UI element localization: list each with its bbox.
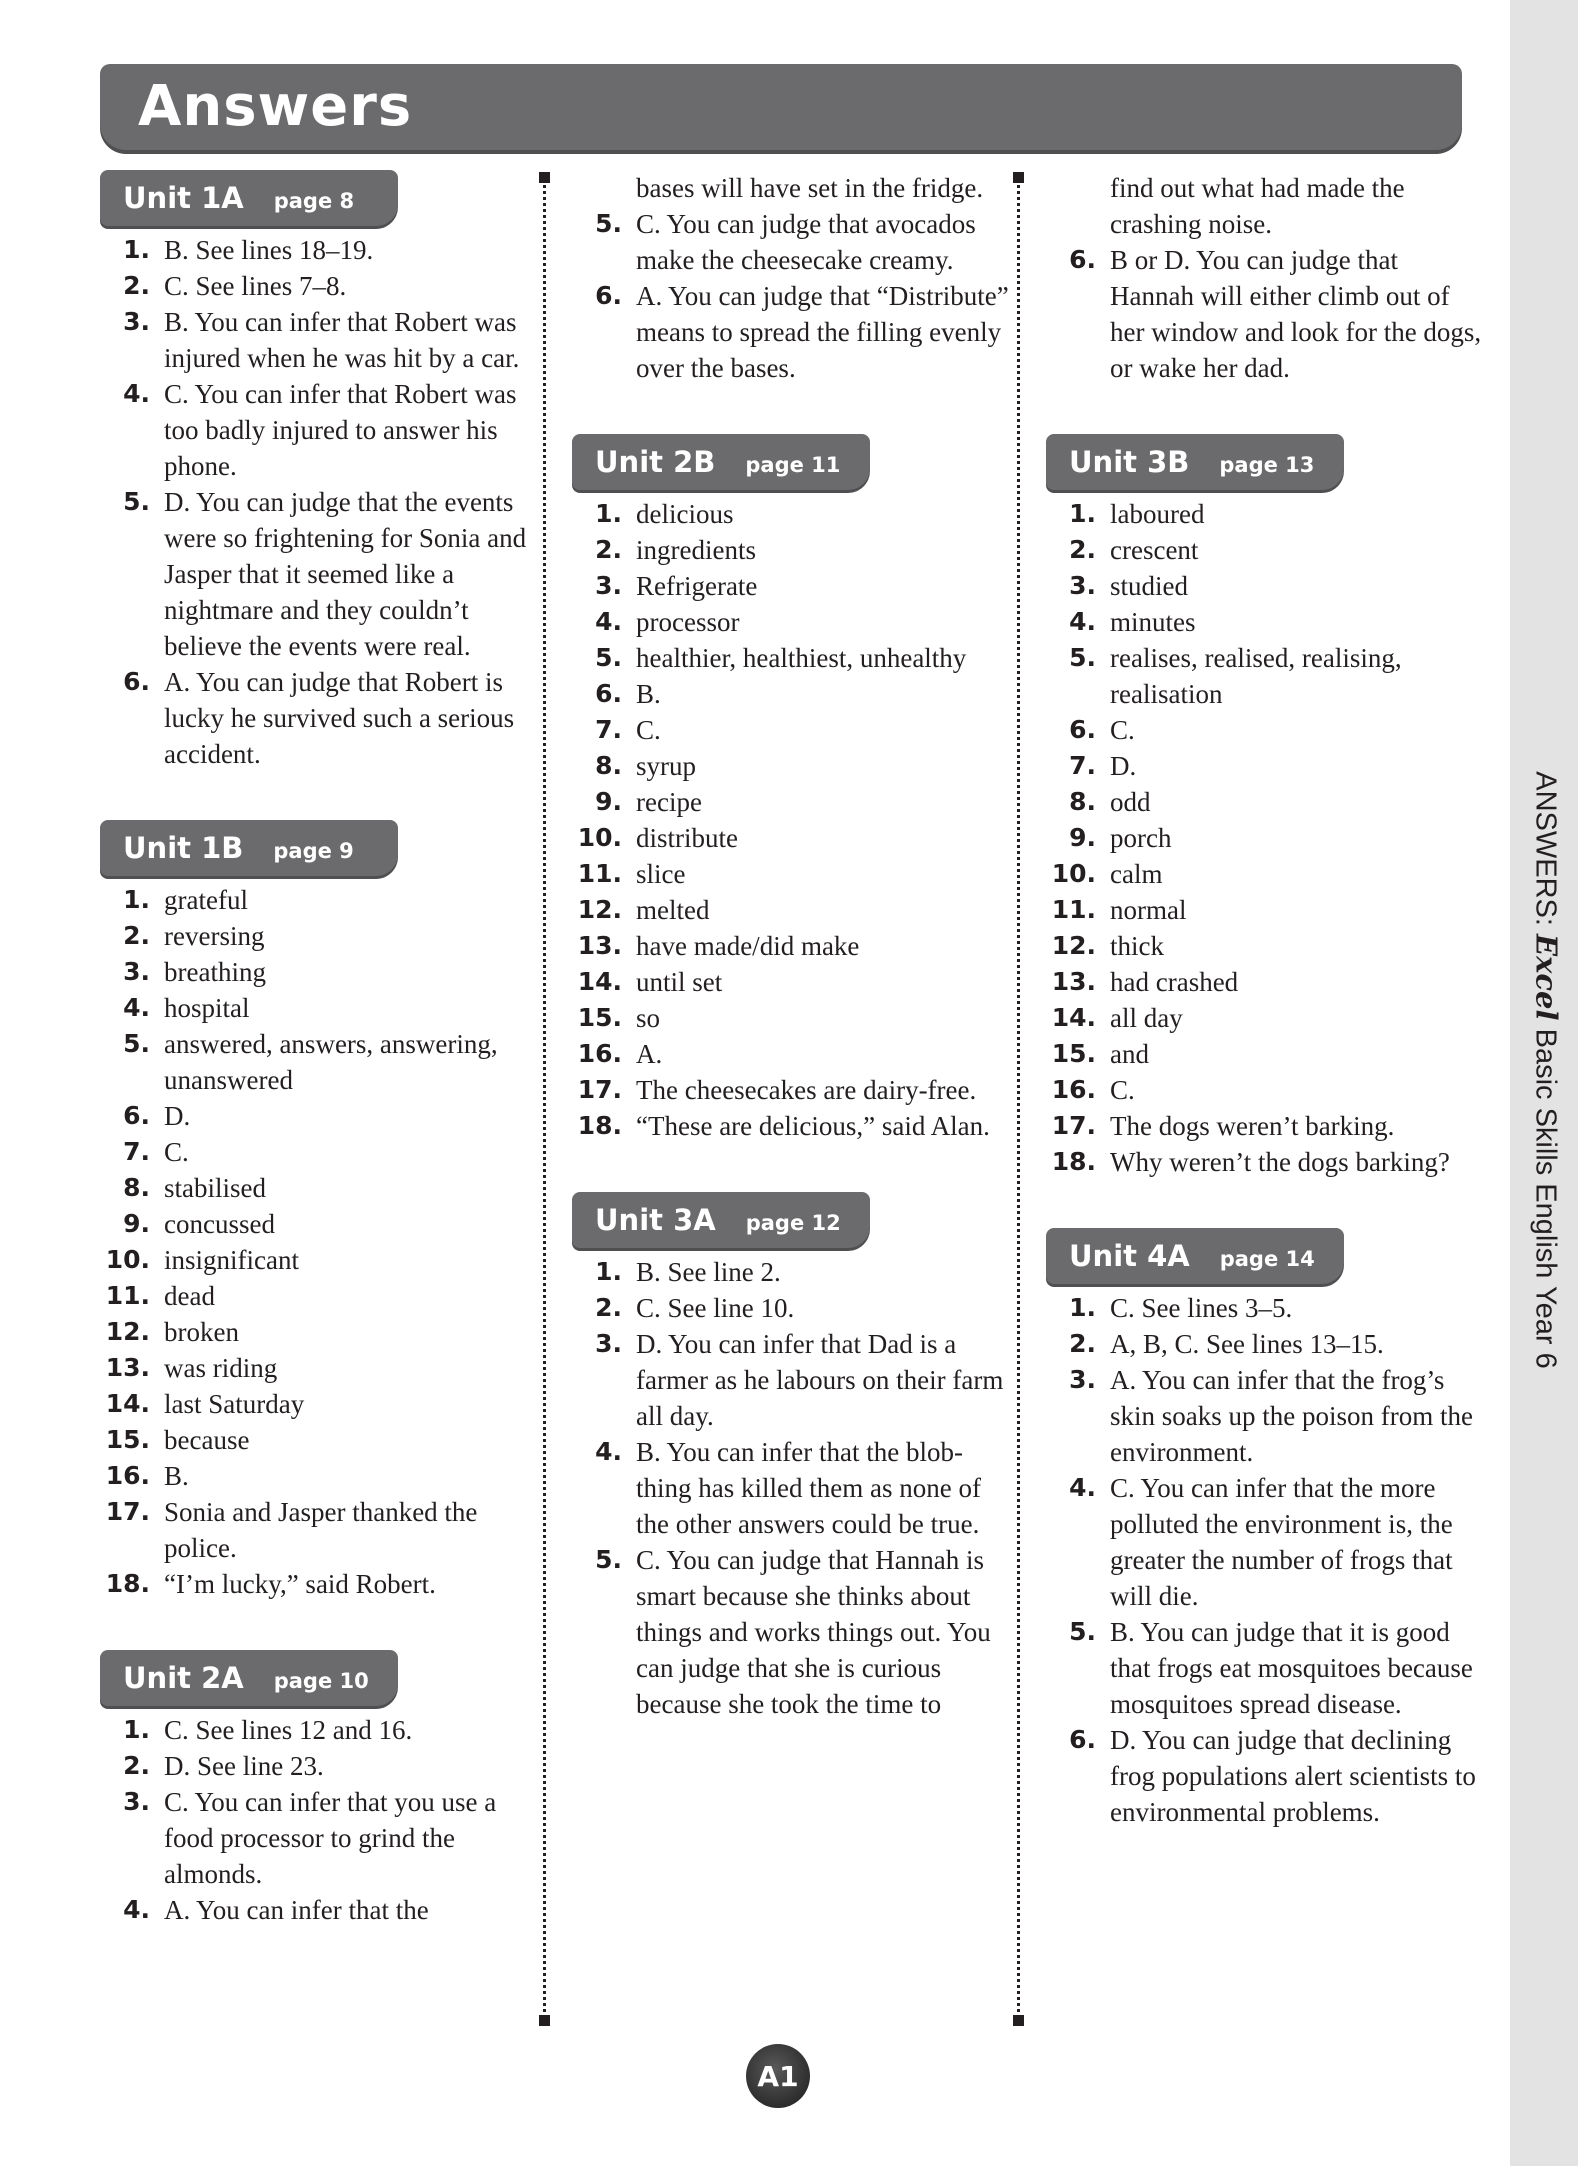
answer-item xyxy=(100,1026,530,1098)
answer-number: 4. xyxy=(595,607,622,636)
answer-item xyxy=(100,1098,530,1134)
answer-item xyxy=(572,604,1012,640)
answer-text: B or D. You can judge that Hannah will either climb out of her window and look for the dogs, or wake her dad. xyxy=(1110,245,1482,383)
answer-text: insignificant xyxy=(164,1245,299,1275)
answer-text: “These are delicious,” said Alan. xyxy=(636,1111,990,1141)
answer-list xyxy=(1046,496,1486,1180)
answer-list xyxy=(1046,1290,1486,1830)
answer-number: 2. xyxy=(123,1751,150,1780)
column-divider xyxy=(1017,178,1020,2020)
answer-text: A. You can judge that Robert is lucky he survived such a serious accident. xyxy=(164,667,515,769)
answer-item xyxy=(100,918,530,954)
answer-text: porch xyxy=(1110,823,1172,853)
section-unit-2a-continued xyxy=(572,170,1012,386)
answer-item xyxy=(100,1494,530,1566)
answer-number: 6. xyxy=(123,667,150,696)
answer-text: dead xyxy=(164,1281,215,1311)
answer-item xyxy=(1046,820,1486,856)
answer-number: 3. xyxy=(123,307,150,336)
answer-text: stabilised xyxy=(164,1173,266,1203)
answer-text: last Saturday xyxy=(164,1389,305,1419)
section-unit-1a xyxy=(100,170,530,772)
unit-name: Unit 1A xyxy=(123,181,244,215)
answer-text: C. See lines 12 and 16. xyxy=(164,1715,413,1745)
answer-item xyxy=(572,784,1012,820)
answer-text: because xyxy=(164,1425,250,1455)
answer-number: 3. xyxy=(595,571,622,600)
answer-number: 3. xyxy=(1069,1365,1096,1394)
answer-text: A. You can judge that “Distribute” means to spread the filling evenly over the bases. xyxy=(636,281,1009,383)
unit-tab xyxy=(572,434,870,490)
answer-item xyxy=(100,664,530,772)
answer-number: 4. xyxy=(1069,607,1096,636)
answer-text: C. xyxy=(164,1137,189,1167)
side-label-rest: Basic Skills English Year 6 xyxy=(1529,1028,1562,1369)
answer-item xyxy=(100,1422,530,1458)
side-label-series: ANSWERS: xyxy=(1529,771,1562,926)
unit-tab xyxy=(1046,1228,1344,1284)
unit-page: page 14 xyxy=(1219,1247,1315,1271)
answer-text: D. You can infer that Dad is a farmer as he labours on their farm all day. xyxy=(636,1329,1004,1431)
answer-item xyxy=(100,1170,530,1206)
answer-number: 1. xyxy=(123,885,150,914)
answer-item xyxy=(100,1566,530,1602)
answer-text: normal xyxy=(1110,895,1187,925)
unit-name: Unit 2B xyxy=(595,445,716,479)
side-label-brand: Excel xyxy=(1529,934,1564,1021)
answer-number: 1. xyxy=(1069,499,1096,528)
answer-item xyxy=(100,882,530,918)
answer-number: 6. xyxy=(1069,1725,1096,1754)
answer-number: 8. xyxy=(1069,787,1096,816)
answer-number: 9. xyxy=(123,1209,150,1238)
section-unit-1b xyxy=(100,820,530,1602)
answer-text: syrup xyxy=(636,751,696,781)
answer-number: 17. xyxy=(577,1075,622,1104)
answer-number: 4. xyxy=(595,1437,622,1466)
answer-item xyxy=(100,1242,530,1278)
answer-text: B. See lines 18–19. xyxy=(164,235,374,265)
answer-item xyxy=(100,1784,530,1892)
answer-number: 11. xyxy=(577,859,622,888)
answer-text: B. You can judge that it is good that frogs eat mosquitoes because mosquitoes spread disease. xyxy=(1110,1617,1473,1719)
answer-item xyxy=(100,304,530,376)
answer-text: D. See line 23. xyxy=(164,1751,324,1781)
answer-text: C. See line 10. xyxy=(636,1293,795,1323)
answer-item xyxy=(1046,1144,1486,1180)
answer-item xyxy=(572,748,1012,784)
answer-text: C. xyxy=(636,715,661,745)
answer-text: distribute xyxy=(636,823,738,853)
answer-number: 7. xyxy=(123,1137,150,1166)
answer-text: B. You can infer that the blob-thing has killed them as none of the other answers could be true. xyxy=(636,1437,981,1539)
answer-number: 13. xyxy=(1051,967,1096,996)
answer-number: 4. xyxy=(1069,1473,1096,1502)
answer-text: A. You can infer that the frog’s skin soaks up the poison from the environment. xyxy=(1110,1365,1473,1467)
answer-item xyxy=(572,1290,1012,1326)
answer-item xyxy=(1046,928,1486,964)
answer-item xyxy=(572,206,1012,278)
answer-text: answered, answers, answering, unanswered xyxy=(164,1029,498,1095)
answer-text: ingredients xyxy=(636,535,756,565)
answer-item xyxy=(1046,568,1486,604)
unit-page: page 11 xyxy=(745,453,841,477)
answer-number: 2. xyxy=(1069,535,1096,564)
answer-text: laboured xyxy=(1110,499,1205,529)
answer-item xyxy=(572,676,1012,712)
unit-name: Unit 4A xyxy=(1069,1239,1190,1273)
section-unit-4a xyxy=(1046,1228,1486,1830)
answer-item xyxy=(572,712,1012,748)
answer-item xyxy=(100,1206,530,1242)
answer-item xyxy=(1046,1108,1486,1144)
column-3 xyxy=(1046,170,1486,1878)
side-label xyxy=(1529,771,1564,1368)
answer-text: reversing xyxy=(164,921,265,951)
answer-item xyxy=(1046,170,1486,242)
answer-text: The cheesecakes are dairy-free. xyxy=(636,1075,977,1105)
answer-number: 14. xyxy=(105,1389,150,1418)
answer-number: 1. xyxy=(595,499,622,528)
unit-tab xyxy=(100,820,398,876)
answer-number: 5. xyxy=(595,1545,622,1574)
answer-number: 5. xyxy=(123,487,150,516)
answer-text: C. See lines 3–5. xyxy=(1110,1293,1293,1323)
answer-text: was riding xyxy=(164,1353,278,1383)
answer-number: 3. xyxy=(123,1787,150,1816)
unit-page: page 8 xyxy=(273,189,355,213)
answer-item xyxy=(100,268,530,304)
answer-number: 13. xyxy=(577,931,622,960)
answer-number: 16. xyxy=(577,1039,622,1068)
answer-item xyxy=(572,1072,1012,1108)
answer-number: 6. xyxy=(1069,715,1096,744)
answer-number: 9. xyxy=(1069,823,1096,852)
answer-text: C. You can infer that Robert was too badly injured to answer his phone. xyxy=(164,379,517,481)
answer-text: healthier, healthiest, unhealthy xyxy=(636,643,967,673)
answer-item xyxy=(1046,640,1486,712)
answer-number: 2. xyxy=(123,921,150,950)
answer-item xyxy=(1046,964,1486,1000)
answer-text: C. xyxy=(1110,715,1135,745)
section-unit-3a-continued xyxy=(1046,170,1486,386)
answer-item xyxy=(100,1386,530,1422)
unit-page: page 12 xyxy=(745,1211,841,1235)
answer-item xyxy=(1046,748,1486,784)
answer-text: until set xyxy=(636,967,723,997)
answer-list xyxy=(100,232,530,772)
unit-name: Unit 3A xyxy=(595,1203,716,1237)
answers-banner xyxy=(100,64,1462,150)
column-1 xyxy=(100,170,530,1976)
answer-text: delicious xyxy=(636,499,734,529)
answer-text: C. See lines 7–8. xyxy=(164,271,347,301)
answer-item xyxy=(100,990,530,1026)
answer-text: minutes xyxy=(1110,607,1196,637)
answer-list xyxy=(1046,170,1486,386)
section-unit-3a xyxy=(572,1192,1012,1722)
answer-number: 7. xyxy=(1069,751,1096,780)
answer-item xyxy=(1046,1000,1486,1036)
answer-item xyxy=(1046,1614,1486,1722)
answer-number: 1. xyxy=(1069,1293,1096,1322)
answer-text: have made/did make xyxy=(636,931,860,961)
answer-item xyxy=(100,1712,530,1748)
answer-text: concussed xyxy=(164,1209,275,1239)
answer-item xyxy=(1046,532,1486,568)
answer-text: C. You can infer that the more polluted the environment is, the greater the number of frogs that will die. xyxy=(1110,1473,1453,1611)
answer-item xyxy=(1046,1036,1486,1072)
answer-text: “I’m lucky,” said Robert. xyxy=(164,1569,436,1599)
answer-text: thick xyxy=(1110,931,1164,961)
answer-number: 2. xyxy=(595,1293,622,1322)
answer-number: 17. xyxy=(105,1497,150,1526)
answer-text: B. You can infer that Robert was injured when he was hit by a car. xyxy=(164,307,520,373)
unit-page: page 13 xyxy=(1219,453,1315,477)
answer-text: D. You can judge that the events were so frightening for Sonia and Jasper that it seemed like a nightmare and they couldn’t believe the events were real. xyxy=(164,487,527,661)
answer-text: find out what had made the crashing noise. xyxy=(1110,173,1405,239)
answer-text: A. You can infer that the xyxy=(164,1895,429,1925)
answer-text: The dogs weren’t barking. xyxy=(1110,1111,1395,1141)
answer-item xyxy=(1046,1072,1486,1108)
answer-number: 12. xyxy=(105,1317,150,1346)
answer-number: 1. xyxy=(595,1257,622,1286)
answer-item xyxy=(1046,712,1486,748)
answer-item xyxy=(1046,1362,1486,1470)
answer-number: 3. xyxy=(123,957,150,986)
answer-item xyxy=(572,1326,1012,1434)
answer-number: 5. xyxy=(1069,643,1096,672)
answer-text: A. xyxy=(636,1039,663,1069)
section-unit-2b xyxy=(572,434,1012,1144)
answer-text: D. xyxy=(164,1101,191,1131)
answer-list xyxy=(100,1712,530,1928)
answer-number: 13. xyxy=(105,1353,150,1382)
answer-number: 5. xyxy=(123,1029,150,1058)
answer-item xyxy=(100,954,530,990)
answer-number: 10. xyxy=(105,1245,150,1274)
answer-number: 8. xyxy=(595,751,622,780)
answer-list xyxy=(572,1254,1012,1722)
answer-text: Why weren’t the dogs barking? xyxy=(1110,1147,1450,1177)
answer-text: B. xyxy=(164,1461,189,1491)
answer-number: 1. xyxy=(123,1715,150,1744)
answer-text: D. xyxy=(1110,751,1137,781)
answer-text: Sonia and Jasper thanked the police. xyxy=(164,1497,478,1563)
answer-number: 5. xyxy=(595,209,622,238)
section-unit-3b xyxy=(1046,434,1486,1180)
answer-number: 3. xyxy=(595,1329,622,1358)
answer-text: melted xyxy=(636,895,710,925)
answer-number: 3. xyxy=(1069,571,1096,600)
answer-item xyxy=(1046,496,1486,532)
answer-number: 5. xyxy=(1069,1617,1096,1646)
answer-item xyxy=(100,1350,530,1386)
unit-page: page 9 xyxy=(273,839,354,863)
column-divider xyxy=(543,178,546,2020)
answer-number: 10. xyxy=(577,823,622,852)
answer-item xyxy=(100,1278,530,1314)
answer-text: B. xyxy=(636,679,661,709)
answer-item xyxy=(1046,604,1486,640)
section-unit-2a xyxy=(100,1650,530,1928)
answer-number: 14. xyxy=(1051,1003,1096,1032)
answer-item xyxy=(1046,784,1486,820)
answer-item xyxy=(572,278,1012,386)
answer-text: Refrigerate xyxy=(636,571,758,601)
answer-number: 15. xyxy=(1051,1039,1096,1068)
answer-item xyxy=(100,376,530,484)
answer-text: processor xyxy=(636,607,740,637)
answer-number: 14. xyxy=(577,967,622,996)
answer-text: broken xyxy=(164,1317,239,1347)
answer-item xyxy=(572,820,1012,856)
answer-number: 7. xyxy=(595,715,622,744)
answer-text: slice xyxy=(636,859,686,889)
answer-item xyxy=(572,928,1012,964)
answer-text: so xyxy=(636,1003,661,1033)
answer-text: A, B, C. See lines 13–15. xyxy=(1110,1329,1384,1359)
unit-tab xyxy=(100,170,398,226)
answer-number: 2. xyxy=(1069,1329,1096,1358)
answer-item xyxy=(1046,1470,1486,1614)
answer-item xyxy=(572,964,1012,1000)
answer-number: 2. xyxy=(123,271,150,300)
answer-number: 16. xyxy=(1051,1075,1096,1104)
answer-number: 15. xyxy=(105,1425,150,1454)
answer-number: 6. xyxy=(1069,245,1096,274)
answer-item xyxy=(1046,892,1486,928)
answer-item xyxy=(572,170,1012,206)
answer-text: breathing xyxy=(164,957,266,987)
answer-number: 18. xyxy=(105,1569,150,1598)
answer-item xyxy=(1046,1290,1486,1326)
page-title: Answers xyxy=(138,74,413,139)
answer-number: 11. xyxy=(105,1281,150,1310)
answer-number: 12. xyxy=(577,895,622,924)
answer-number: 6. xyxy=(123,1101,150,1130)
answer-text: C. You can judge that Hannah is smart because she thinks about things and works things out. You can judge that she is curious because she took the time to xyxy=(636,1545,991,1719)
answer-text: studied xyxy=(1110,571,1188,601)
answer-number: 4. xyxy=(123,379,150,408)
answer-text: calm xyxy=(1110,859,1163,889)
answer-number: 6. xyxy=(595,679,622,708)
answer-item xyxy=(572,568,1012,604)
answer-text: C. You can infer that you use a food processor to grind the almonds. xyxy=(164,1787,497,1889)
answer-number: 18. xyxy=(577,1111,622,1140)
answer-item xyxy=(1046,1326,1486,1362)
answer-text: C. xyxy=(1110,1075,1135,1105)
answer-number: 11. xyxy=(1051,895,1096,924)
answer-item xyxy=(1046,856,1486,892)
answer-item xyxy=(100,232,530,268)
answer-item xyxy=(100,1458,530,1494)
unit-name: Unit 3B xyxy=(1069,445,1190,479)
answer-item xyxy=(572,892,1012,928)
answer-item xyxy=(572,496,1012,532)
answer-item xyxy=(572,1000,1012,1036)
answer-item xyxy=(100,1134,530,1170)
answer-number: 17. xyxy=(1051,1111,1096,1140)
answer-item xyxy=(100,1748,530,1784)
answer-text: crescent xyxy=(1110,535,1199,565)
answer-text: odd xyxy=(1110,787,1151,817)
answer-text: D. You can judge that declining frog populations alert scientists to environmental problems. xyxy=(1110,1725,1476,1827)
answer-text: and xyxy=(1110,1039,1149,1069)
answer-item xyxy=(572,1542,1012,1722)
answer-number: 9. xyxy=(595,787,622,816)
unit-tab xyxy=(572,1192,870,1248)
answer-item xyxy=(100,1892,530,1928)
answer-text: C. You can judge that avocados make the cheesecake creamy. xyxy=(636,209,976,275)
column-2 xyxy=(572,170,1012,1770)
answer-list xyxy=(572,496,1012,1144)
answer-text: realises, realised, realising, realisation xyxy=(1110,643,1402,709)
unit-name: Unit 1B xyxy=(123,831,244,865)
unit-page: page 10 xyxy=(273,1669,369,1693)
answer-text: recipe xyxy=(636,787,702,817)
answer-text: bases will have set in the fridge. xyxy=(636,173,984,203)
answer-item xyxy=(1046,1722,1486,1830)
answer-number: 4. xyxy=(123,1895,150,1924)
answer-text: hospital xyxy=(164,993,250,1023)
answer-item xyxy=(572,640,1012,676)
unit-tab xyxy=(1046,434,1344,490)
answer-text: grateful xyxy=(164,885,248,915)
answer-item xyxy=(572,1108,1012,1144)
answer-list xyxy=(100,882,530,1602)
answer-number: 4. xyxy=(123,993,150,1022)
answer-number: 15. xyxy=(577,1003,622,1032)
answer-number: 10. xyxy=(1051,859,1096,888)
unit-name: Unit 2A xyxy=(123,1661,244,1695)
answer-item xyxy=(100,1314,530,1350)
answer-text: had crashed xyxy=(1110,967,1239,997)
answer-list xyxy=(572,170,1012,386)
answer-number: 2. xyxy=(595,535,622,564)
page-number-badge: A1 xyxy=(746,2044,810,2108)
unit-tab xyxy=(100,1650,398,1706)
answer-number: 8. xyxy=(123,1173,150,1202)
answer-item xyxy=(572,1434,1012,1542)
answer-item xyxy=(1046,242,1486,386)
answer-number: 5. xyxy=(595,643,622,672)
answer-number: 16. xyxy=(105,1461,150,1490)
answer-item xyxy=(572,1254,1012,1290)
answer-number: 12. xyxy=(1051,931,1096,960)
answer-number: 1. xyxy=(123,235,150,264)
answer-item xyxy=(100,484,530,664)
answer-number: 6. xyxy=(595,281,622,310)
answer-text: B. See line 2. xyxy=(636,1257,781,1287)
answer-item xyxy=(572,1036,1012,1072)
answer-item xyxy=(572,856,1012,892)
answer-number: 18. xyxy=(1051,1147,1096,1176)
answer-item xyxy=(572,532,1012,568)
answer-text: all day xyxy=(1110,1003,1183,1033)
